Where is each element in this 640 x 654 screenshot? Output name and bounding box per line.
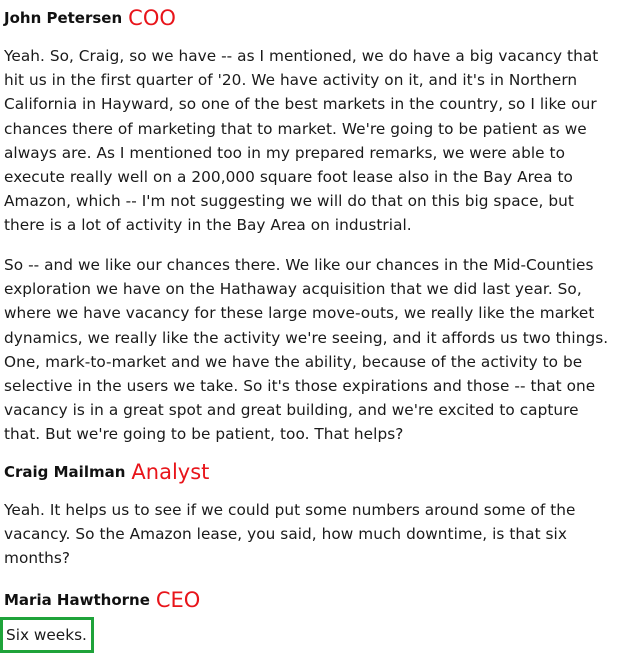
text-line: exploration we have on the Hathaway acquisition that we did last year. So, [4,280,582,299]
text-line: California in Hayward, so one of the best markets in the country, so I like our [4,95,597,114]
paragraph [4,253,634,447]
speaker-heading [4,456,209,488]
speaker-name: Maria Hawthorne [4,591,150,609]
text-line: So -- and we like our chances there. We like our chances in the Mid-Counties [4,256,594,274]
text-line: Amazon, which -- I'm not suggesting we will do that on this big space, but [4,192,574,211]
text-line: vacancy is in a great spot and great building, and we're excited to capture [4,401,579,420]
text-line: One, mark-to-market and we have the ability, because of the activity to be [4,352,583,371]
speaker-name: Craig Mailman [4,463,126,481]
text-line: execute really well on a 200,000 square foot lease also in the Bay Area to [4,168,573,187]
paragraph [4,498,634,571]
paragraph [4,44,634,238]
text-line: hit us in the first quarter of '20. We have activity on it, and it's in Northern [4,71,578,90]
highlighted-answer-box [0,617,94,653]
text-line: always are. As I mentioned too in my prepared remarks, we were able to [4,143,565,162]
speaker-heading [4,2,176,34]
text-line: where we have vacancy for these large move-outs, we really like the market [4,304,595,323]
text-line: vacancy. So the Amazon lease, you said, how much downtime, is that six [4,525,567,544]
text-line: dynamics, we really like the activity we're seeing, and it affords us two things. [4,328,609,347]
answer-text: Six weeks. [6,626,87,644]
speaker-name: John Petersen [4,9,123,27]
text-line: selective in the users we take. So it's those expirations and those -- that one [4,377,596,396]
text-line: there is a lot of activity in the Bay Area on industrial. [4,216,412,235]
text-line: that. But we're going to be patient, too. That helps? [4,425,404,444]
speaker-role-label: CEO [155,588,201,612]
text-line: Yeah. It helps us to see if we could put some numbers around some of the [4,501,576,519]
speaker-heading [4,584,200,616]
speaker-role-label: COO [128,6,176,30]
speaker-role-label: Analyst [131,460,210,484]
text-line: Yeah. So, Craig, so we have -- as I mentioned, we do have a big vacancy that [4,47,599,65]
text-line: chances there of marketing that to market. We're going to be patient as we [4,119,587,138]
text-line: months? [4,549,71,568]
